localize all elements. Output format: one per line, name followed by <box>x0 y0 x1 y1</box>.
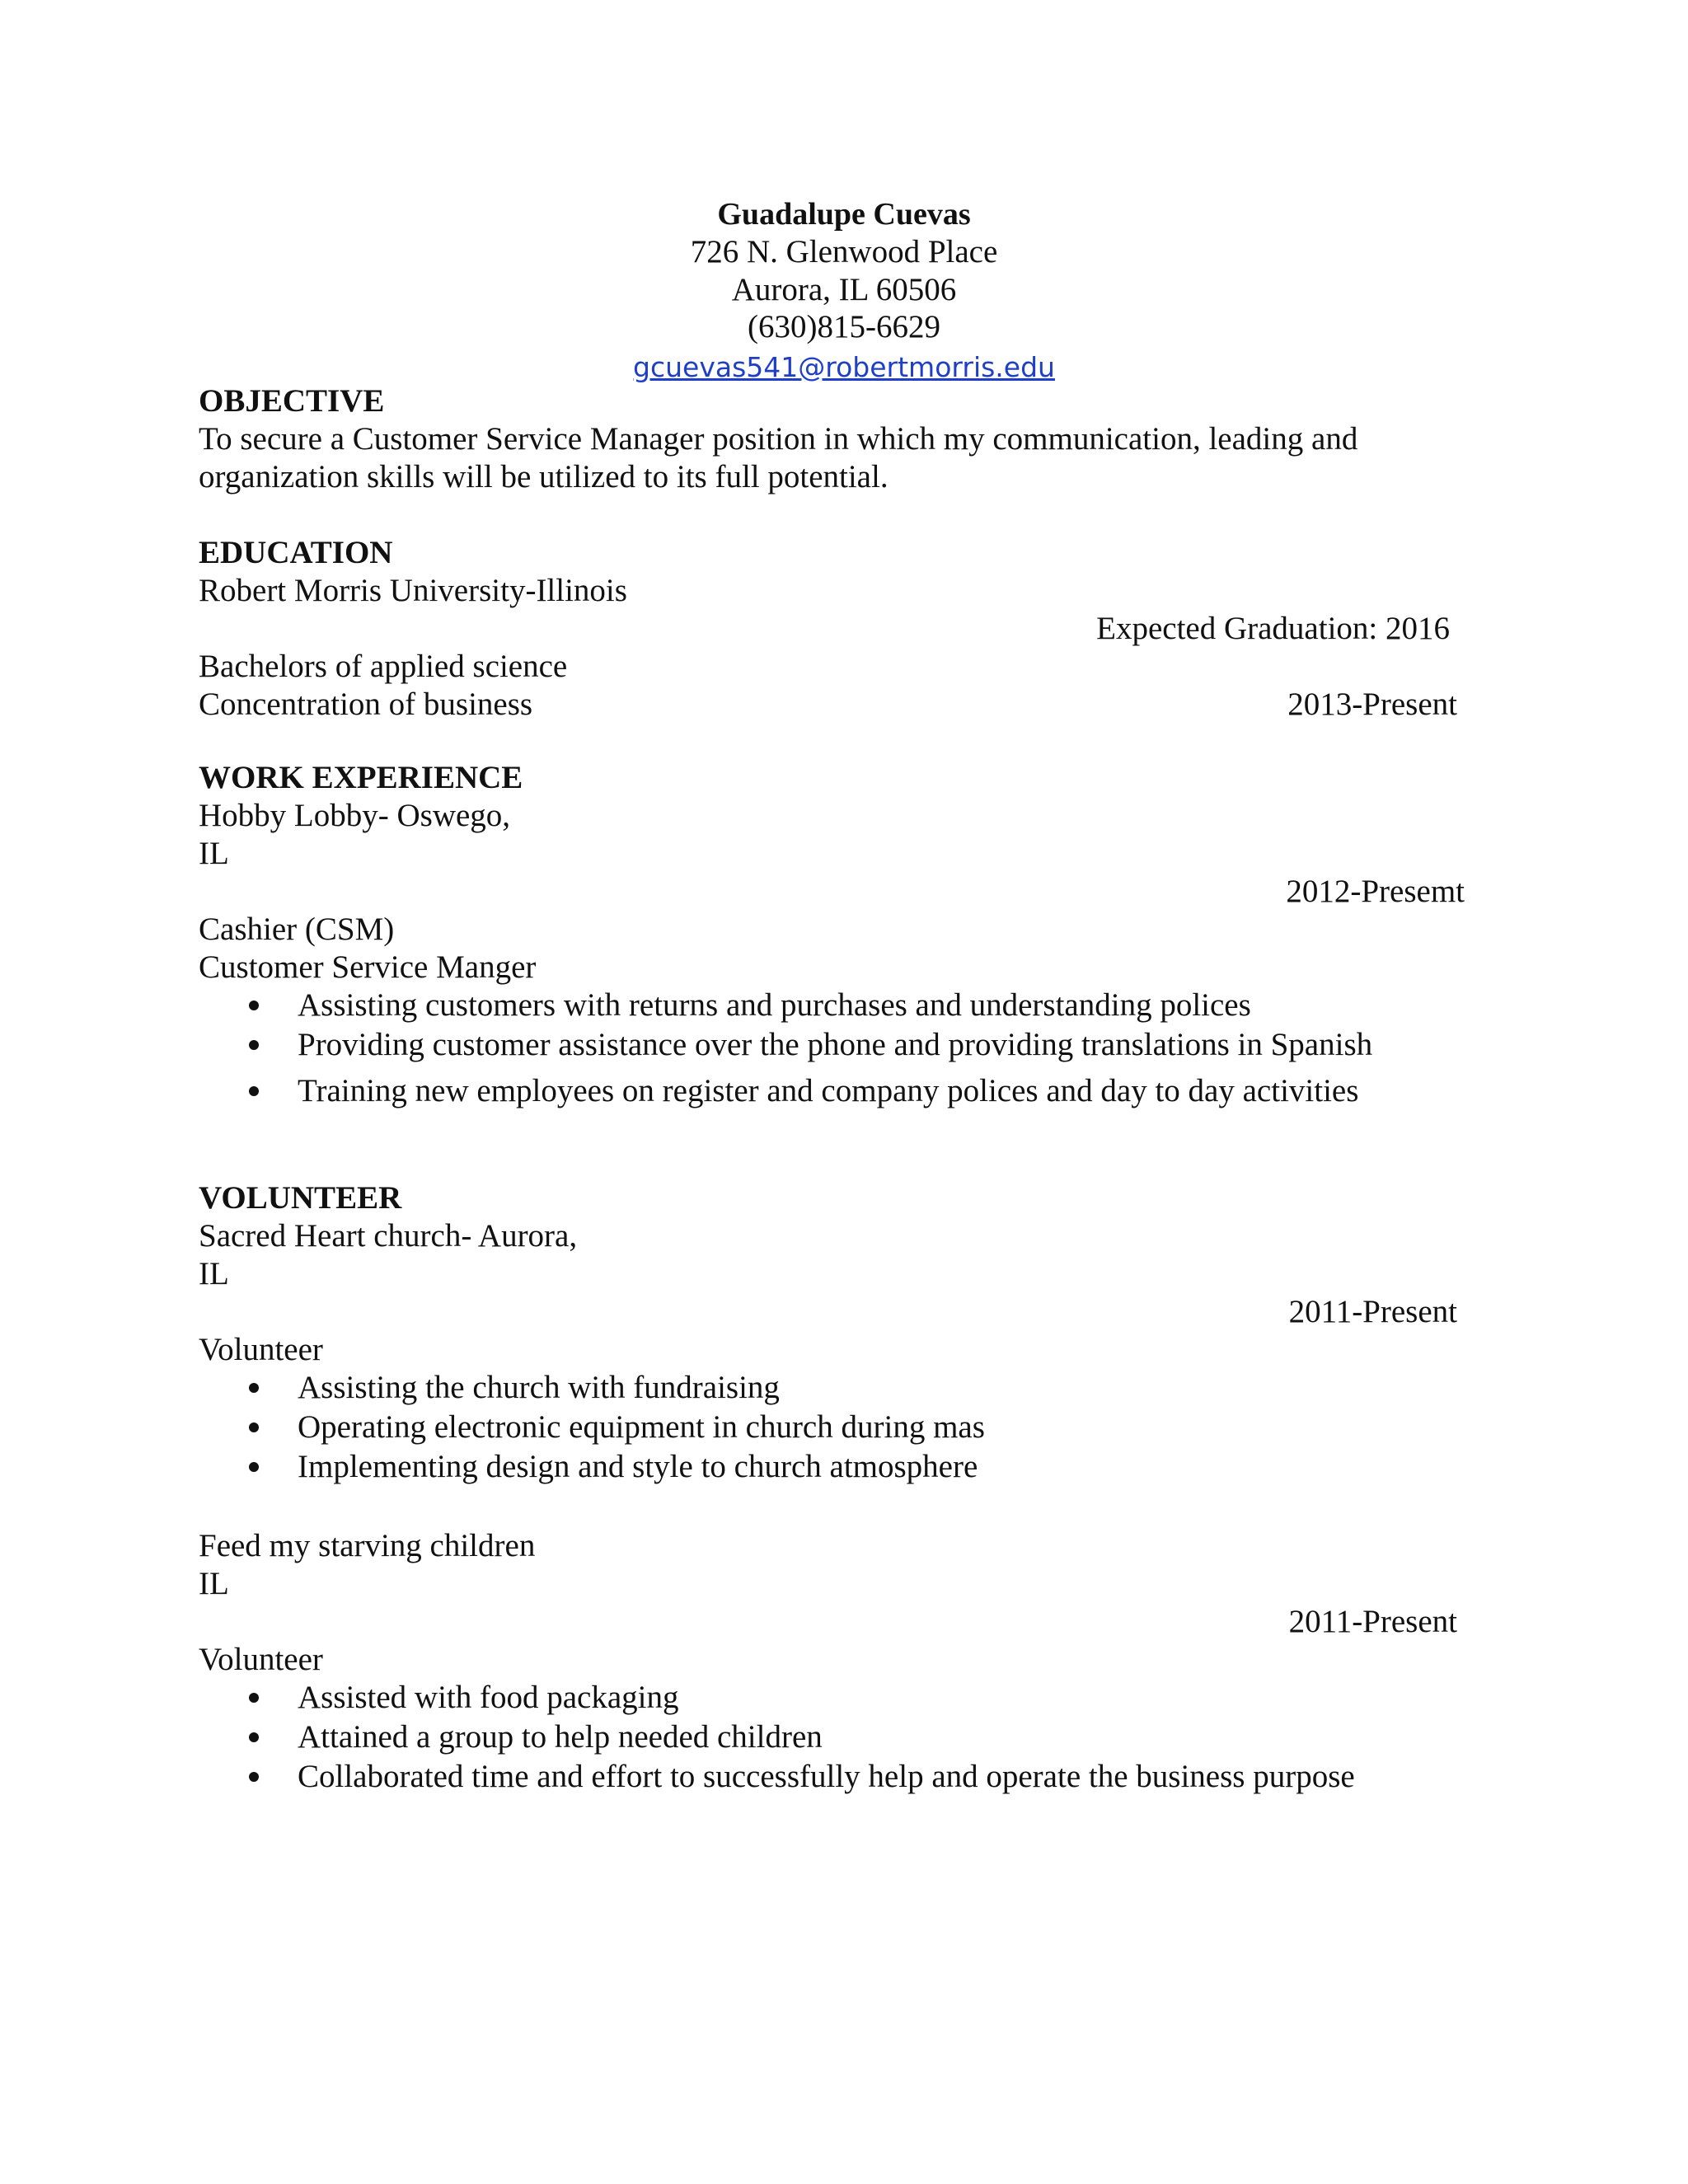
bullet-icon <box>249 1422 259 1432</box>
bullet-icon <box>249 1772 259 1782</box>
work-bullet: Training new employees on register and company polices and day to day activities <box>298 1073 1359 1108</box>
education-school: Robert Morris University-Illinois <box>199 573 627 608</box>
education-degree: Bachelors of applied science <box>199 649 568 684</box>
objective-heading: OBJECTIVE <box>199 383 385 419</box>
objective-text-line-1: To secure a Customer Service Manager position in which my communication, leading and <box>199 421 1358 457</box>
volunteer-bullet: Assisting the church with fundraising <box>298 1370 780 1405</box>
bullet-icon <box>249 1462 259 1472</box>
education-heading: EDUCATION <box>199 535 393 570</box>
work-bullet: Providing customer assistance over the phone and providing translations in Spanish <box>298 1027 1373 1062</box>
education-concentration: Concentration of business <box>199 687 533 722</box>
education-graduation: Expected Graduation: 2016 <box>1096 611 1450 646</box>
work-title-1: Cashier (CSM) <box>199 912 395 947</box>
volunteer-bullet: Implementing design and style to church atmosphere <box>298 1449 978 1484</box>
volunteer-org-1-role: Volunteer <box>199 1332 323 1367</box>
bullet-icon <box>249 1383 259 1393</box>
bullet-icon <box>249 1086 259 1096</box>
volunteer-bullet: Attained a group to help needed children <box>298 1719 823 1755</box>
volunteer-org-1-dates: 2011-Present <box>1288 1294 1457 1329</box>
objective-text-line-2: organization skills will be utilized to its full potential. <box>199 459 889 494</box>
education-dates: 2013-Present <box>1287 687 1457 722</box>
applicant-name: Guadalupe Cuevas <box>717 197 971 232</box>
work-bullet: Assisting customers with returns and purchases and understanding polices <box>298 987 1251 1023</box>
work-state: IL <box>199 836 229 871</box>
volunteer-org-2-state: IL <box>199 1566 229 1601</box>
work-dates: 2012-Presemt <box>1286 874 1465 909</box>
bullet-icon <box>249 1040 259 1050</box>
volunteer-bullet: Collaborated time and effort to successfully help and operate the business purpose <box>298 1759 1355 1794</box>
volunteer-bullet: Operating electronic equipment in church during mas <box>298 1409 985 1445</box>
work-title-2: Customer Service Manger <box>199 949 537 985</box>
address-line-1: 726 N. Glenwood Place <box>690 234 998 269</box>
bullet-icon <box>249 1732 259 1742</box>
volunteer-org-2-name: Feed my starving children <box>199 1528 536 1563</box>
volunteer-bullet: Assisted with food packaging <box>298 1680 679 1715</box>
phone-number: (630)815-6629 <box>748 309 940 344</box>
address-line-2: Aurora, IL 60506 <box>731 272 957 307</box>
volunteer-org-2-dates: 2011-Present <box>1288 1604 1457 1639</box>
volunteer-org-1-state: IL <box>199 1256 229 1291</box>
volunteer-heading: VOLUNTEER <box>199 1180 402 1216</box>
work-heading: WORK EXPERIENCE <box>199 760 523 795</box>
bullet-icon <box>249 1001 259 1010</box>
work-employer: Hobby Lobby- Oswego, <box>199 798 511 833</box>
volunteer-org-1-name: Sacred Heart church- Aurora, <box>199 1218 578 1254</box>
email-link[interactable]: gcuevas541@robertmorris.edu <box>633 351 1055 383</box>
volunteer-org-2-role: Volunteer <box>199 1642 323 1677</box>
bullet-icon <box>249 1693 259 1703</box>
